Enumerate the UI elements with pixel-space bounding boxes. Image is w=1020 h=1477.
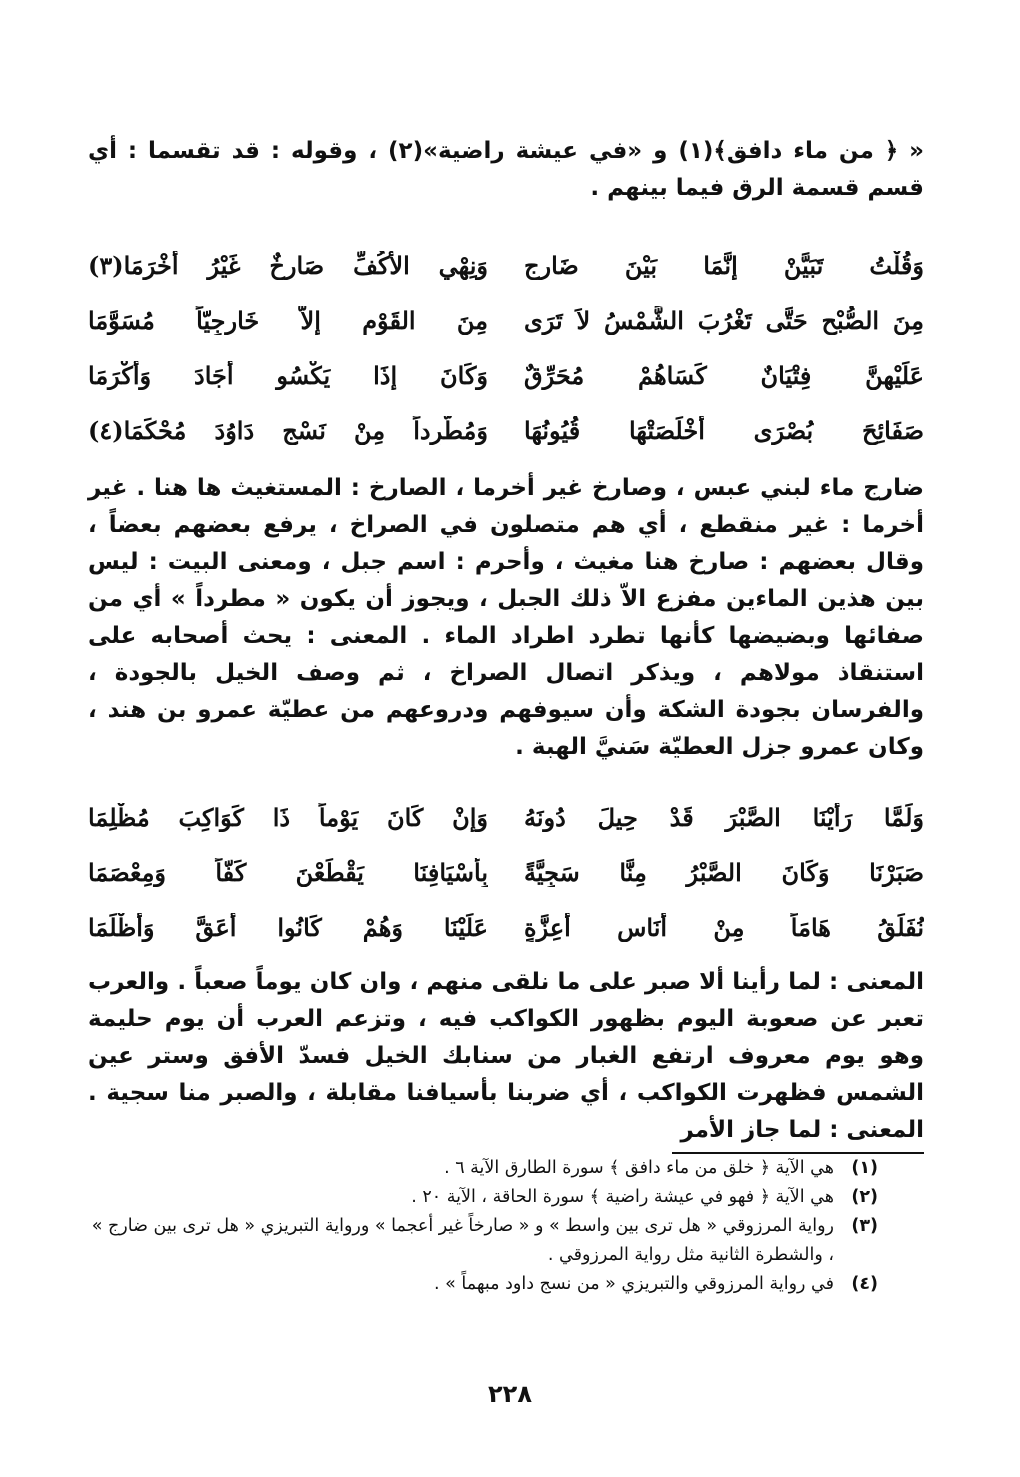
commentary-text-2: المعنى : لما رأينا ألا صبر على ما نلقى منهم ، وان كان يوماً صعباً . والعرب تعبر عن صعوبة اليوم بظهور الكواكب فيه ، وتزعم العرب أن يوم حليمة وهو يوم معروف ارتفع الغبار من سنابك الخيل فسدّ الأفق وستر عين الشمس فظهرت الكواكب ، أي ضربنا بأسيافنا مقابلة ، والصبر منا سجية . المعنى : لما جاز الأمر — [88, 969, 924, 1143]
verse-line — [88, 845, 924, 900]
verse-line — [88, 238, 924, 293]
verse-hemistich-right: صَبَرْنَا وَكَانَ الصَّبْرُ مِنَّا سَجِيَّةً — [524, 858, 924, 887]
verse-hemistich-right: مِنَ الصُّبْحِ حَتَّى تَغْرُبَ الشَّمْسُ لاَ تَرَى — [524, 306, 924, 335]
poem-2 — [88, 790, 924, 955]
verse-hemistich-left: وَإِنْ كَانَ يَوْماً ذَا كَوَاكِبَ مُظْلِمَا — [88, 803, 488, 832]
verse-line — [88, 348, 924, 403]
page-number: ٢٢٨ — [488, 1380, 532, 1408]
intro-paragraph — [88, 133, 924, 207]
verse-hemistich-right: وَقُلْتُ تَبَيَّنْ إِنَّمَا بَيْنَ ضَارِجٍ — [524, 251, 924, 280]
footnote-number: (٤) — [851, 1274, 878, 1294]
footnote-text: في رواية المرزوقي والتبريزي « من نسج داود مبهماً » . — [433, 1274, 834, 1294]
footnote-number: (٢) — [851, 1187, 878, 1207]
footnote — [88, 1154, 878, 1183]
verse-hemistich-left: وَكَانَ إِذَا يَكْسُو أَجَادَ وَأَكْرَمَا — [88, 361, 488, 390]
commentary-paragraph-2 — [88, 964, 924, 1149]
verse-hemistich-left: عَلَيْنَا وَهُمْ كَانُوا أَعَقَّ وَأَظْلَمَا — [88, 913, 488, 942]
verse-hemistich-left: وَمُطَّرِداً مِنْ نَسْجِ دَاوُدَ مُحْكَمَا(٤) — [88, 416, 488, 445]
footnote-number: (١) — [851, 1158, 878, 1178]
verse-hemistich-left: بِأَسْيَافِنَا يَقْطَعْنَ كَفّاً وَمِعْصَمَا — [88, 858, 488, 887]
footnote-text: هي الآية ﴿ خلق من ماء دافق ﴾ سورة الطارق الآية ٦ . — [444, 1158, 834, 1178]
verse-hemistich-right: نُفَلِّقُ هَامَاً مِنْ أُنَاسٍ أَعِزَّةٍ — [524, 913, 924, 942]
verse-hemistich-right: وَلَمَّا رَأَيْنَا الصَّبْرَ قَدْ حِيلَ دُونَهُ — [524, 803, 924, 832]
poem-1 — [88, 238, 924, 458]
footnote-text: رواية المرزوقي « هل ترى بين واسط » و « صارخاً غير أعجما » ورواية التبريزي « هل ترى بين ضارج » ، والشطرة الثانية مثل رواية المرزوقي . — [91, 1216, 834, 1265]
verse-line — [88, 293, 924, 348]
footnote — [88, 1183, 878, 1212]
footnotes — [88, 1154, 878, 1299]
verse-hemistich-right: صَفَائِحَ بُصْرَى أَخْلَصَتْهَا قُيُونُهَا — [524, 416, 924, 445]
verse-hemistich-right: عَلَيْهِنَّ فِتْيَانٌ كَسَاهُمْ مُحَرِّقٌ — [524, 361, 924, 390]
footnote — [88, 1270, 878, 1299]
intro-text: « ﴿ من ماء دافق﴾(١) و «في عيشة راضية»(٢) ، وقوله : قد تقسما : أي قسم قسمة الرق فيما بينهم . — [88, 138, 925, 201]
verse-hemistich-left: مِنَ القَوْمِ إلاَّ خَارِجِيّاً مُسَوَّمَا — [88, 306, 488, 335]
commentary-paragraph-1 — [88, 470, 924, 766]
footnote — [88, 1212, 878, 1270]
verse-hemistich-left: وَنِهْيِ الأَكُفِّ صَارِخٌ غَيْرُ أَخْرَمَا(٣) — [88, 251, 488, 280]
verse-line — [88, 403, 924, 458]
footnote-number: (٣) — [851, 1216, 878, 1236]
commentary-text-1: ضارج ماء لبني عبس ، وصارخ غير أخرما ، الصارخ : المستغيث ها هنا . غير أخرما : غير منقطع ، أي هم متصلون في الصراخ ، يرفع بعضهم بعضاً ، وقال بعضهم : صارخ هنا مغيث ، وأحرم : اسم جبل ، ومعنى البيت : ليس بين هذين الماءين مفزع الاّ ذلك الجبل ، ويجوز أن يكون « مطرداً » أي من صفائها وبضيضها كأنها تطرد اطراد الماء . المعنى : يحث أصحابه على استنقاذ مولاهم ، ويذكر اتصال الصراخ ، ثم وصف الخيل بالجودة ، والفرسان بجودة الشكة وأن سيوفهم ودروعهم من عطيّة عمرو بن هند ، وكان عمرو جزل العطيّة سَنيَّ الهبة . — [88, 475, 924, 760]
footnote-text: هي الآية ﴿ فهو في عيشة راضية ﴾ سورة الحاقة ، الآية ٢٠ . — [411, 1187, 834, 1207]
verse-line — [88, 900, 924, 955]
verse-line — [88, 790, 924, 845]
